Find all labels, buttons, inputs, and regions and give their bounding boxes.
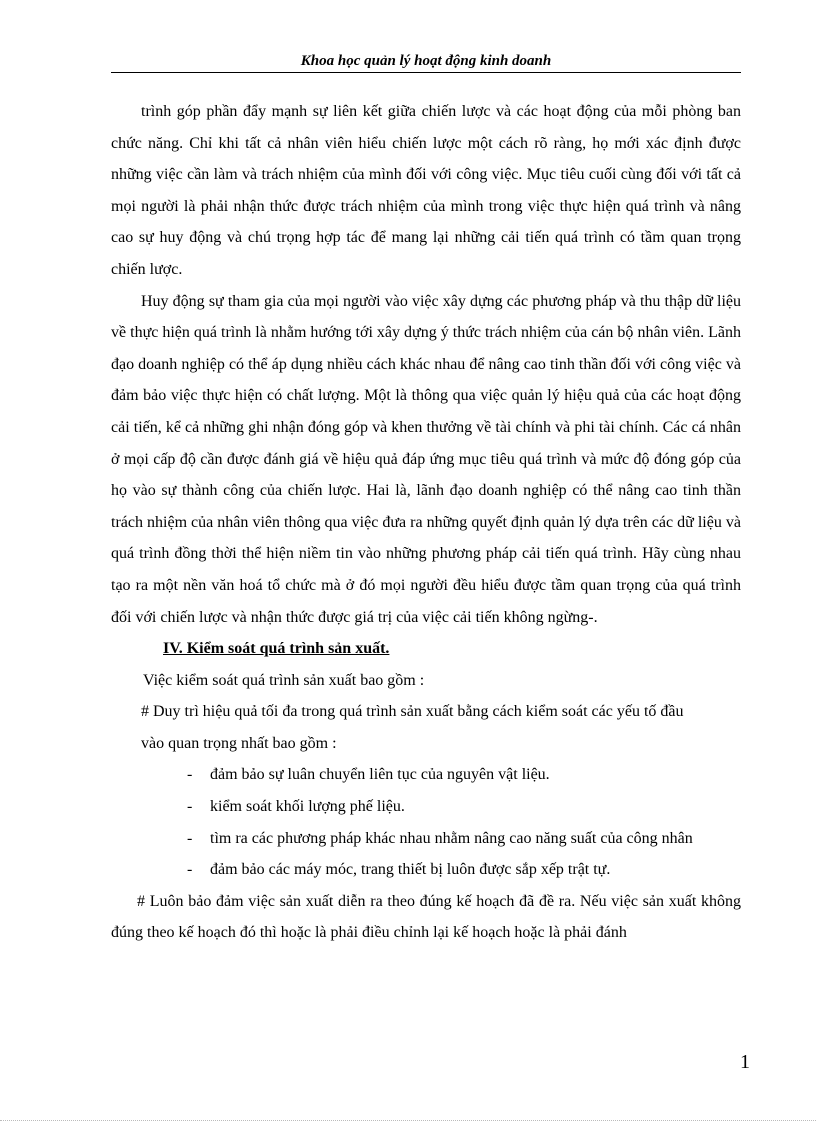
page-bottom-rule [0, 1120, 816, 1121]
list-item [111, 823, 741, 855]
point-1-line-1: # Duy trì hiệu quả tối đa trong quá trình sản xuất bằng cách kiểm soát các yếu tố đầu [141, 703, 684, 721]
section-intro: Việc kiểm soát quá trình sản xuất bao gồm : [143, 671, 425, 689]
bullet-list [111, 759, 741, 885]
dash-marker: - [187, 861, 193, 879]
paragraph-2: Huy động sự tham gia của mọi người vào việc xây dựng các phương pháp và thu thập dữ liệu về thực hiện quá trình là nhằm hướng tới xây dựng ý thức trách nhiệm của cán bộ nhân viên. Lãnh đạo doanh nghiệp có thể áp dụng nhiều cách khác nhau để nâng cao tinh thần đối với công việc và đảm bảo việc thực hiện có chất lượng. Một là thông qua việc quản lý hiệu quả của các hoạt động cải tiến, kể cả những ghi nhận đóng góp và khen thưởng về tài chính và phi tài chính. Các cá nhân ở mọi cấp độ cần được đánh giá về hiệu quả đáp ứng mục tiêu quá trình và mức độ đóng góp của họ vào sự thành công của chiến lược. Hai là, lãnh đạo doanh nghiệp có thể nâng cao tinh thần trách nhiệm của nhân viên thông qua việc đưa ra những quyết định quản lý dựa trên các dữ liệu và quá trình đồng thời thể hiện niềm tin vào những phương pháp cải tiến quá trình. Hãy cùng nhau tạo ra một nền văn hoá tổ chức mà ở đó mọi người đều hiểu được tầm quan trọng của quá trình đối với chiến lược và nhận thức được giá trị của việc cải tiến không ngừng-. [111, 292, 741, 626]
running-header: Khoa học quản lý hoạt động kinh doanh [300, 53, 552, 69]
list-item [111, 759, 741, 791]
paragraph-1: trình góp phần đẩy mạnh sự liên kết giữa chiến lược và các hoạt động của mỗi phòng ban chức năng. Chỉ khi tất cả nhân viên hiểu chiến lược một cách rõ ràng, họ mới xác định được những việc cần làm và trách nhiệm của mình đối với công việc. Mục tiêu cuối cùng đối với tất cả mọi người là phải nhận thức được trách nhiệm của mình trong việc thực hiện quá trình và nâng cao sự huy động và chú trọng hợp tác để mang lại những cải tiến quá trình có tầm quan trọng chiến lược. [111, 103, 741, 278]
list-item-text: kiểm soát khối lượng phế liệu. [210, 798, 405, 816]
point-1-line-2: vào quan trọng nhất bao gồm : [141, 734, 337, 752]
document-body [111, 96, 741, 949]
page-number: 1 [740, 1051, 750, 1073]
list-item [111, 791, 741, 823]
list-item-text: đảm bảo các máy móc, trang thiết bị luôn được sắp xếp trật tự. [210, 861, 611, 879]
dash-marker: - [187, 798, 193, 816]
list-item-text: đảm bảo sự luân chuyển liên tục của nguyên vật liệu. [210, 766, 550, 784]
point-2: # Luôn bảo đảm việc sản xuất diễn ra theo đúng kế hoạch đã đề ra. Nếu việc sản xuất không đúng theo kế hoạch đó thì hoặc là phải điều chỉnh lại kế hoạch hoặc là phải đánh [111, 892, 741, 942]
dash-marker: - [187, 766, 193, 784]
section-heading: IV. Kiểm soát quá trình sản xuất. [163, 640, 390, 658]
list-item-text: tìm ra các phương pháp khác nhau nhằm nâng cao năng suất của công nhân [210, 829, 693, 847]
dash-marker: - [187, 829, 193, 847]
header-rule [111, 72, 741, 73]
list-item [111, 854, 741, 886]
point-1 [111, 696, 741, 759]
